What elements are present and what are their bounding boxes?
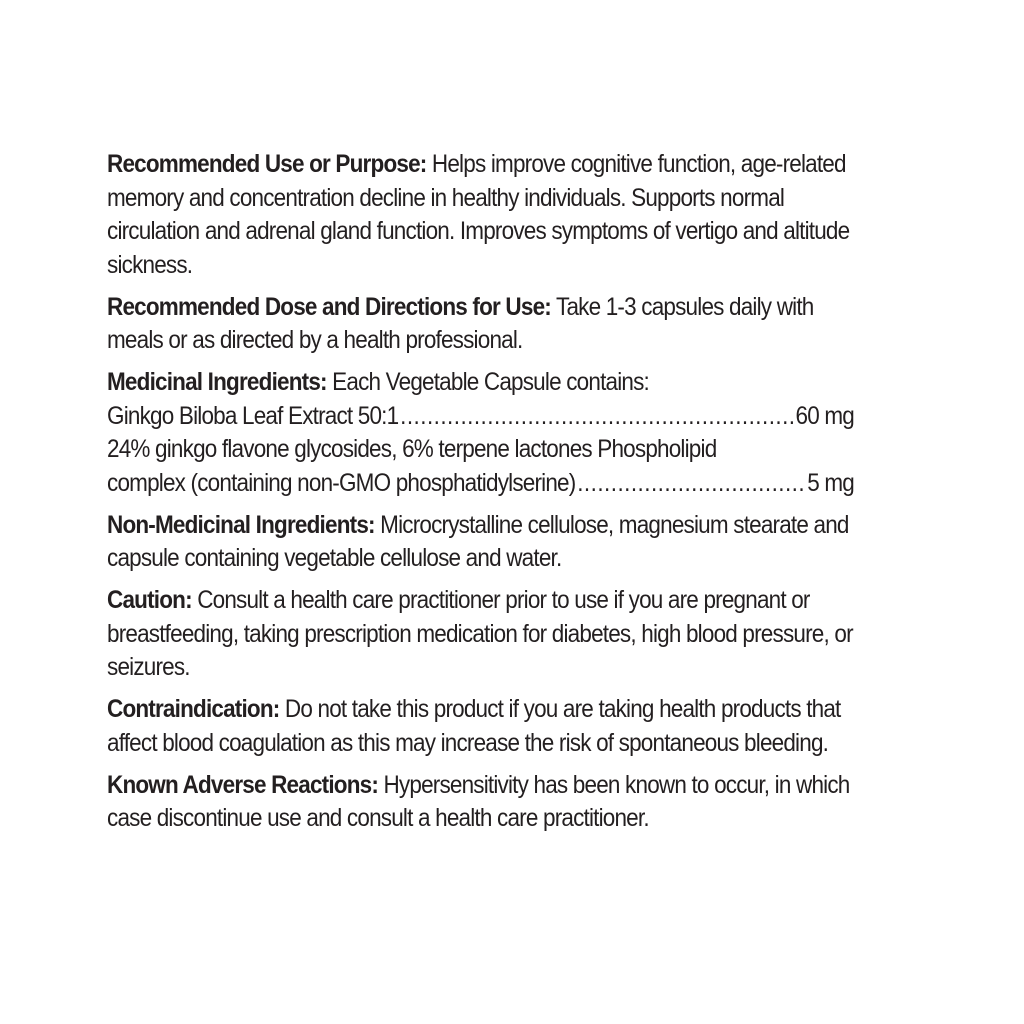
recommended-use-section <box>107 148 854 282</box>
recommended-dose-heading: Recommended Dose and Directions for Use: <box>107 292 551 321</box>
medicinal-ingredients-section <box>107 366 854 500</box>
recommended-dose-text: Take 1-3 capsules daily with meals or as directed by a health professional. <box>107 292 814 354</box>
caution-text: Consult a health care practitioner prior to use if you are pregnant or breastfeeding, taking prescription medication for diabetes, high blood pressure, or seizures. <box>107 586 853 681</box>
ingredient-row-phospholipid <box>107 467 854 501</box>
non-medicinal-ingredients-section <box>107 509 854 576</box>
caution-heading: Caution: <box>107 586 192 614</box>
medicinal-ingredients-heading: Medicinal Ingredients: <box>107 368 327 396</box>
recommended-dose-section <box>107 291 854 358</box>
dot-leader <box>400 400 794 434</box>
product-label-panel <box>107 148 854 844</box>
ingredient-name-ginkgo: Ginkgo Biloba Leaf Extract 50:1 <box>107 401 399 430</box>
medicinal-ingredients-text: Each Vegetable Capsule contains: <box>326 368 649 396</box>
contraindication-heading: Contraindication: <box>107 695 280 723</box>
non-medicinal-ingredients-text: Microcrystalline cellulose, magnesium stearate and capsule containing vegetable cellulose and water. <box>107 510 849 572</box>
ingredient-detail-line: 24% ginkgo flavone glycosides, 6% terpene lactones Phospholipid <box>107 435 717 463</box>
recommended-use-heading: Recommended Use or Purpose: <box>107 150 427 178</box>
ingredient-amount-ginkgo: 60 mg <box>795 401 854 430</box>
adverse-reactions-section <box>107 769 854 836</box>
caution-section <box>107 584 854 685</box>
contraindication-section <box>107 693 854 760</box>
ingredient-amount-phospholipid: 5 mg <box>807 468 854 497</box>
non-medicinal-ingredients-heading: Non-Medicinal Ingredients: <box>107 510 375 539</box>
recommended-use-text: Helps improve cognitive function, age-related memory and concentration decline in healthy individuals. Supports normal circulation and adrenal gland function. Improves symptoms of vertigo and altitude sickness. <box>107 150 850 279</box>
adverse-reactions-heading: Known Adverse Reactions: <box>107 770 379 799</box>
medicinal-ingredients-intro <box>107 366 854 400</box>
ingredient-name-phospholipid: complex (containing non-GMO phosphatidylserine) <box>107 468 576 497</box>
dot-leader <box>577 467 805 501</box>
ingredient-row-ginkgo <box>107 400 854 434</box>
contraindication-text: Do not take this product if you are taking health products that affect blood coagulation as this may increase the risk of spontaneous bleeding. <box>107 695 841 757</box>
adverse-reactions-text: Hypersensitivity has been known to occur, in which case discontinue use and consult a health care practitioner. <box>107 770 850 832</box>
